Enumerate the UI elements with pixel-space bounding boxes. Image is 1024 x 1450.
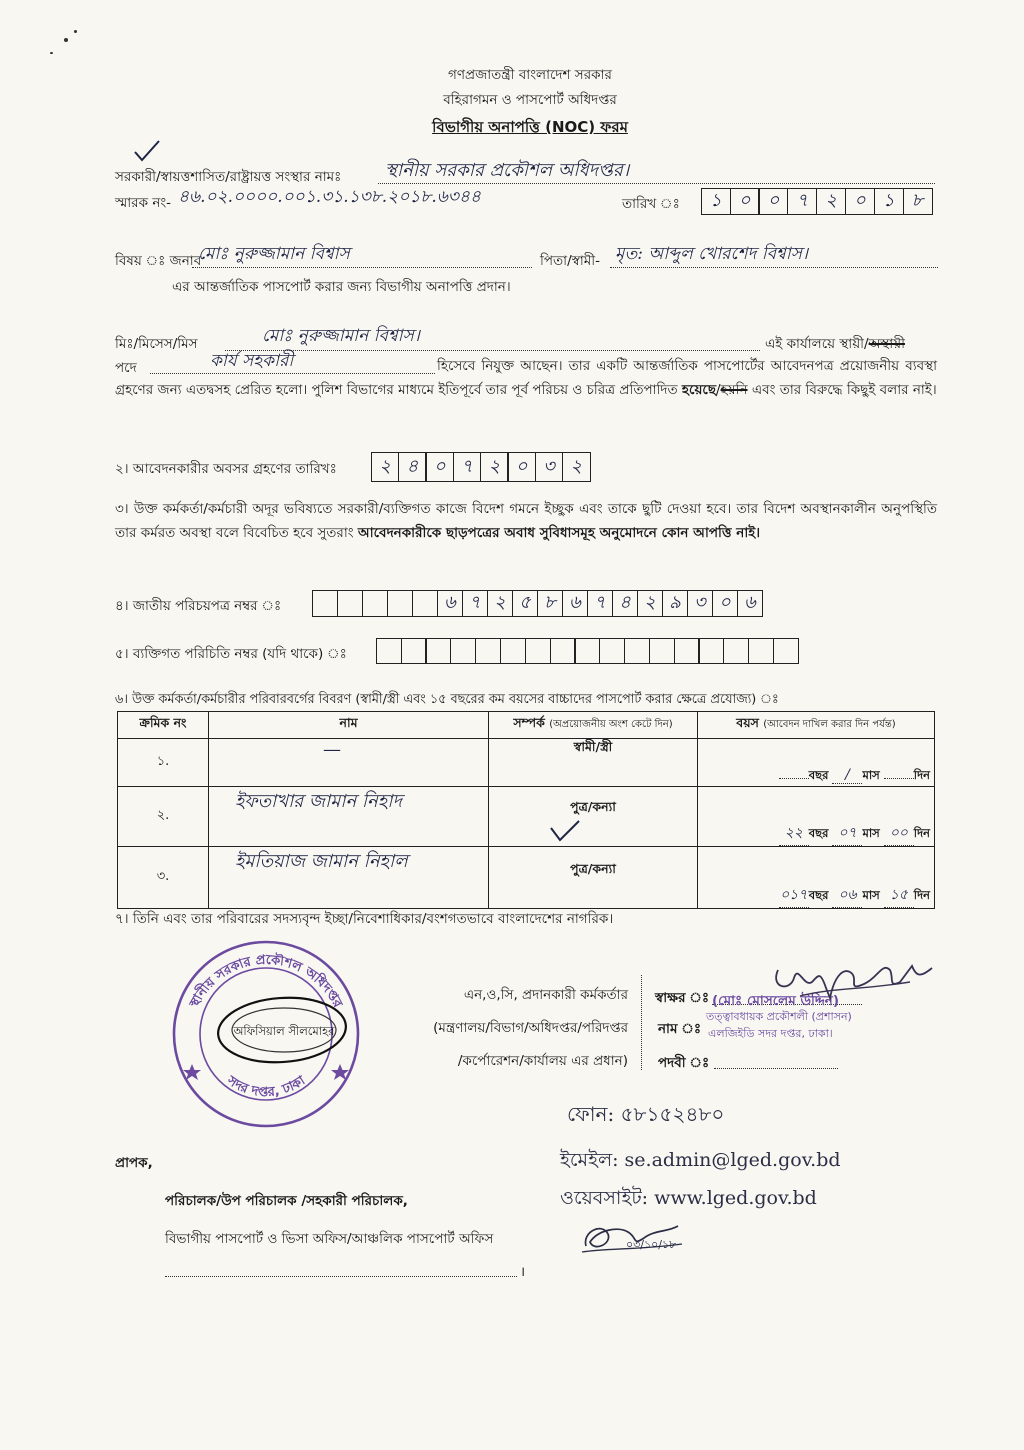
retirement-label: ২। আবেদনকারীর অবসর গ্রহণের তারিখঃ bbox=[115, 461, 337, 477]
digit-box bbox=[525, 638, 551, 664]
paper-speck bbox=[74, 30, 77, 33]
citizenship-statement: ৭। তিনি এবং তার পরিবারের সদস্যবৃন্দ ইচ্ছা/নিবেশাধিকার/বংশগতভাবে বাংলাদেশের নাগরিক। bbox=[115, 911, 614, 927]
digit-box: ২ bbox=[487, 590, 513, 617]
digit-box: ৯ bbox=[662, 590, 688, 617]
digit-box bbox=[550, 638, 576, 664]
digit-box: ৩ bbox=[535, 452, 564, 482]
official-seal bbox=[168, 936, 364, 1132]
digit-box: ০ bbox=[712, 590, 738, 617]
recipient-dotted-line bbox=[165, 1276, 517, 1277]
stamp-office: এলজিইডি সদর দপ্তর, ঢাকা। bbox=[708, 1027, 833, 1040]
digit-box bbox=[698, 638, 724, 664]
memo-date-boxes bbox=[702, 188, 933, 215]
row-serial: ১. bbox=[118, 739, 209, 787]
digit-box: ০ bbox=[507, 452, 536, 482]
digit-box: ০ bbox=[425, 452, 454, 482]
certification-body bbox=[115, 355, 937, 402]
unit-month: মাস bbox=[862, 826, 880, 840]
digit-box: ২ bbox=[637, 590, 663, 617]
stamp-title: তত্ত্বাবধায়ক প্রকৌশলী (প্রশাসন) bbox=[706, 1010, 852, 1023]
status-temporary: অস্থায়ী bbox=[868, 336, 905, 352]
row-relation: পুত্র/কন্যা bbox=[489, 787, 698, 847]
digit-box bbox=[574, 638, 600, 664]
digit-box bbox=[674, 638, 700, 664]
age-months: ০৬ bbox=[832, 883, 862, 908]
contact-website: ওয়েবসাইট: www.lged.gov.bd bbox=[560, 1187, 817, 1209]
digit-box: ৭ bbox=[787, 188, 817, 215]
digit-box: ১ bbox=[701, 188, 731, 215]
table-row bbox=[118, 847, 935, 909]
recipient-line1: পরিচালক/উপ পরিচালক /সহকারী পরিচালক, bbox=[165, 1193, 408, 1209]
verified-separator: / bbox=[716, 381, 721, 398]
header-government: গণপ্রজাতন্ত্রী বাংলাদেশ সরকার bbox=[448, 67, 612, 83]
digit-box: ০ bbox=[730, 188, 760, 215]
form-title: বিভাগীয় অনাপত্তি (NOC) ফরম bbox=[432, 118, 628, 136]
digit-box: ৮ bbox=[903, 188, 933, 215]
unit-month: মাস bbox=[862, 768, 880, 782]
digit-box bbox=[500, 638, 526, 664]
row-relation: স্বামী/স্ত্রী bbox=[489, 739, 698, 787]
digit-box bbox=[450, 638, 476, 664]
organization-label: সরকারী/স্বায়ত্তশাসিত/রাষ্ট্রায়ত্ত সংস্থার নামঃ bbox=[115, 169, 342, 185]
row-name bbox=[209, 787, 489, 847]
digit-box: ২ bbox=[371, 452, 400, 482]
digit-box: ১ bbox=[874, 188, 904, 215]
digit-box bbox=[362, 590, 388, 617]
digit-box bbox=[748, 638, 774, 664]
header-department: বহিরাগমন ও পাসপোর্ট অধিদপ্তর bbox=[443, 92, 617, 108]
designation-label: পদবী ঃ bbox=[658, 1055, 710, 1071]
issuer-line3: /কর্পোরেশন/কার্যালয় এর প্রধান) bbox=[457, 1053, 628, 1069]
retirement-date-boxes bbox=[372, 452, 591, 482]
unit-day: দিন bbox=[913, 826, 930, 840]
digit-box: ২ bbox=[480, 452, 509, 482]
row-name-value: ইমতিয়াজ জামান নিহাল bbox=[235, 851, 408, 872]
office-text: এই কার্যালয়ে bbox=[765, 336, 836, 352]
row-name bbox=[209, 739, 489, 787]
employment-status bbox=[765, 333, 905, 356]
unit-year: বছর bbox=[808, 888, 829, 902]
subject-purpose: এর আন্তর্জাতিক পাসপোর্ট করার জন্য বিভাগীয় অনাপত্তি প্রদান। bbox=[172, 279, 511, 295]
leave-clause bbox=[115, 497, 937, 545]
header-age-note: (আবেদন দাখিল করার দিন পর্যন্ত) bbox=[763, 719, 896, 730]
row-name bbox=[209, 847, 489, 909]
nid-boxes bbox=[313, 590, 763, 617]
table-row bbox=[118, 739, 935, 787]
seal-ring-top-text: স্থানীয় সরকার প্রকৌশল অধিদপ্তর bbox=[187, 952, 345, 1011]
family-table bbox=[117, 711, 935, 909]
certification-closing: এবং তার বিরুদ্ধে কিছুই বলার নাই। bbox=[751, 381, 937, 398]
organization-value: স্থানীয় সরকার প্রকৌশল অধিদপ্তর। bbox=[385, 160, 630, 181]
header-relation bbox=[489, 712, 698, 739]
row-age bbox=[698, 787, 935, 847]
digit-box bbox=[773, 638, 799, 664]
digit-box bbox=[624, 638, 650, 664]
contact-phone: ফোন: ৫৮১৫২৪৮০ bbox=[567, 1102, 725, 1126]
paper-speck bbox=[50, 52, 53, 54]
age-months: ০৭ bbox=[832, 821, 862, 846]
post-label: পদে bbox=[115, 360, 137, 376]
family-intro: ৬। উক্ত কর্মকর্তা/কর্মচারীর পরিবারবর্গের বিবরণ (স্বামী/স্ত্রী এবং ১৫ বছরের কম বয়সের বাচ্চাদের পাসপোর্ট করার ক্ষেত্রে প্রযোজ্য) ঃ bbox=[115, 692, 779, 707]
row-name-value: — bbox=[323, 739, 341, 760]
age-months: / bbox=[832, 767, 862, 784]
status-separator: / bbox=[864, 336, 869, 352]
initial-date: ০৩/১০/১৮ bbox=[626, 1238, 677, 1251]
digit-box bbox=[412, 590, 438, 617]
digit-box: ৮ bbox=[537, 590, 563, 617]
digit-box: ৬ bbox=[437, 590, 463, 617]
unit-year: বছর bbox=[808, 768, 829, 782]
signature-label: স্বাক্ষর ঃ bbox=[655, 990, 710, 1006]
table-row bbox=[118, 787, 935, 847]
age-years: ২২ bbox=[779, 821, 809, 846]
seal-placeholder-text: অফিসিয়াল সীলমোহর bbox=[233, 1024, 335, 1038]
designation-dotted-line bbox=[714, 1068, 838, 1069]
unit-year: বছর bbox=[808, 826, 829, 840]
digit-box: ৪ bbox=[612, 590, 638, 617]
row-serial: ৩. bbox=[118, 847, 209, 909]
unit-day: দিন bbox=[913, 768, 930, 782]
salutation: মিঃ/মিসেস/মিস bbox=[115, 336, 198, 352]
leave-clause-bold: আবেদনকারীকে ছাড়পত্রের অবাধ সুবিধাসমূহ অনুমোদনে কোন আপত্তি নাই। bbox=[357, 525, 761, 541]
digit-box: ০ bbox=[758, 188, 788, 215]
digit-box bbox=[337, 590, 363, 617]
issuer-line2: (মন্ত্রণালয়/বিভাগ/অধিদপ্তর/পরিদপ্তর bbox=[433, 1020, 628, 1036]
issuer-divider bbox=[641, 975, 642, 1070]
row-name-value: ইফতাখার জামান নিহাদ bbox=[235, 791, 402, 812]
memo-date-label: তারিখ ঃ bbox=[622, 196, 680, 212]
check-mark-icon bbox=[132, 138, 162, 164]
age-years: ০১৭ bbox=[779, 883, 809, 908]
digit-box: ৩ bbox=[687, 590, 713, 617]
header-age-label: বয়স bbox=[736, 715, 759, 730]
digit-box: ২ bbox=[816, 188, 846, 215]
post-value: কার্য সহকারী bbox=[210, 351, 294, 371]
personal-id-boxes bbox=[377, 638, 799, 664]
digit-box bbox=[599, 638, 625, 664]
digit-box: ৫ bbox=[512, 590, 538, 617]
status-permanent: স্থায়ী bbox=[839, 336, 865, 352]
name-label: নাম ঃ bbox=[658, 1021, 702, 1037]
unit-month: মাস bbox=[862, 888, 880, 902]
digit-box: ৭ bbox=[587, 590, 613, 617]
header-serial: ক্রমিক নং bbox=[118, 712, 209, 739]
not-verified-text: হয়নি bbox=[720, 381, 748, 398]
age-days bbox=[884, 778, 914, 779]
digit-box: ৭ bbox=[462, 590, 488, 617]
header-name: নাম bbox=[209, 712, 489, 739]
recipient-label: প্রাপক, bbox=[115, 1155, 153, 1171]
digit-box bbox=[649, 638, 675, 664]
digit-box bbox=[475, 638, 501, 664]
subject-name: মোঃ নুরুজ্জামান বিশ্বাস bbox=[198, 244, 350, 264]
digit-box: ০ bbox=[845, 188, 875, 215]
verified-text: হয়েছে bbox=[681, 381, 716, 398]
unit-day: দিন bbox=[913, 888, 930, 902]
digit-box bbox=[312, 590, 338, 617]
digit-box bbox=[376, 638, 402, 664]
memo-label: স্মারক নং- bbox=[115, 195, 172, 211]
seal-ring-bottom-text: সদর দপ্তর, ঢাকা bbox=[224, 1073, 308, 1101]
paper-speck bbox=[64, 38, 68, 42]
digit-box: ৬ bbox=[562, 590, 588, 617]
svg-text:সদর দপ্তর, ঢাকা bbox=[223, 1073, 309, 1101]
row-age bbox=[698, 847, 935, 909]
age-years bbox=[779, 778, 809, 779]
father-label: পিতা/স্বামী- bbox=[540, 253, 600, 269]
row-relation: পুত্র/কন্যা bbox=[489, 847, 698, 909]
header-relation-note: (অপ্রয়োজনীয় অংশ কেটে দিন) bbox=[549, 719, 673, 730]
digit-box bbox=[723, 638, 749, 664]
digit-box bbox=[387, 590, 413, 617]
header-relation-label: সম্পর্ক bbox=[513, 715, 545, 730]
check-mark-icon bbox=[548, 818, 582, 844]
digit-box: ৬ bbox=[737, 590, 763, 617]
personal-id-label: ৫। ব্যক্তিগত পরিচিতি নম্বর (যদি থাকে) ঃ bbox=[115, 646, 347, 662]
row-serial: ২. bbox=[118, 787, 209, 847]
leave-clause-text: ৩। উক্ত কর্মকর্তা/কর্মচারী অদূর ভবিষ্যতে সরকারী/ব্যক্তিগত কাজে বিদেশ গমনে ইচ্ছুক এবং তাকে ছুটি দেওয়া হবে। তার বিদেশ অবস্থানকালীন অনুপস্থিতি তার কর্মরত অবস্থা বলে বিবেচিত হবে সুতরাং bbox=[115, 501, 937, 541]
father-name: মৃত: আব্দুল খোরশেদ বিশ্বাস। bbox=[615, 244, 809, 264]
stamp-name: (মোঃ মোসলেম উদ্দিন) bbox=[712, 993, 840, 1009]
digit-box: ৭ bbox=[453, 452, 482, 482]
issuer-line1: এন,ও,সি, প্রদানকারী কর্মকর্তার bbox=[463, 987, 628, 1003]
header-age bbox=[698, 712, 935, 739]
digit-box: ২ bbox=[562, 452, 591, 482]
age-days: ১৫ bbox=[884, 883, 914, 908]
age-days: ০০ bbox=[884, 821, 914, 846]
row-age bbox=[698, 739, 935, 787]
signature-scribble bbox=[760, 948, 950, 1010]
recipient-end-mark: । bbox=[520, 1264, 526, 1280]
digit-box bbox=[425, 638, 451, 664]
digit-box bbox=[401, 638, 427, 664]
certification-body-text: হিসেবে নিযুক্ত আছেন। তার একটি আন্তর্জাতিক পাসপোর্টের আবেদনপত্র প্রয়োজনীয় ব্যবস্থা গ্রহণের জন্য এতদ্বসহ প্রেরিত হলো। পুলিশ বিভাগের মাধ্যমে ইতিপূর্বে তার পূর্ব পরিচয় ও চরিত্র প্রতিপাদিত bbox=[115, 358, 937, 398]
digit-box: ৪ bbox=[398, 452, 427, 482]
subject-label: বিষয় ঃ জনাব bbox=[115, 253, 202, 269]
contact-email: ইমেইল: se.admin@lged.gov.bd bbox=[560, 1149, 841, 1171]
recipient-line2: বিভাগীয় পাসপোর্ট ও ভিসা অফিস/আঞ্চলিক পাসপোর্ট অফিস bbox=[165, 1231, 494, 1247]
certification-name: মোঃ নুরুজ্জামান বিশ্বাস। bbox=[262, 326, 420, 346]
table-header-row bbox=[118, 712, 935, 739]
nid-label: ৪। জাতীয় পরিচয়পত্র নম্বর ঃ bbox=[115, 598, 282, 614]
memo-number: ৪৬.০২.০০০০.০০১.৩১.১৩৮.২০১৮.৬৩৪৪ bbox=[178, 187, 481, 207]
